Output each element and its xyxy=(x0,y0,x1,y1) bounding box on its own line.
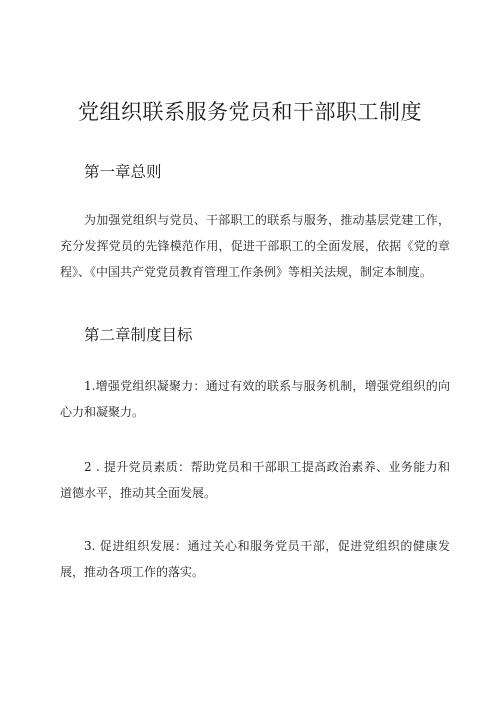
chapter-heading: 第一章总则 xyxy=(84,163,162,181)
chapter-heading: 第二章制度目标 xyxy=(84,326,193,344)
paragraph: 为加强党组织与党员、干部职工的联系与服务，推动基层党建工作，充分发挥党员的先锋模范作用，促进干部职工的全面发展，依据《党的章程》、《中国共产党党员教育管理工作条例》等相关法规，制定本制度。 xyxy=(60,213,450,279)
paragraph: 3. 促进组织发展：通过关心和服务党员干部，促进党组织的健康发展，推动各项工作的落实。 xyxy=(60,539,450,579)
paragraph: 1.增强党组织凝聚力：通过有效的联系与服务机制，增强党组织的向心力和凝聚力。 xyxy=(60,379,450,419)
document-title: 党组织联系服务党员和干部职工制度 xyxy=(78,100,422,124)
paragraph: 2 . 提升党员素质：帮助党员和干部职工提高政治素养、业务能力和道德水平，推动其全面发展。 xyxy=(60,460,450,500)
